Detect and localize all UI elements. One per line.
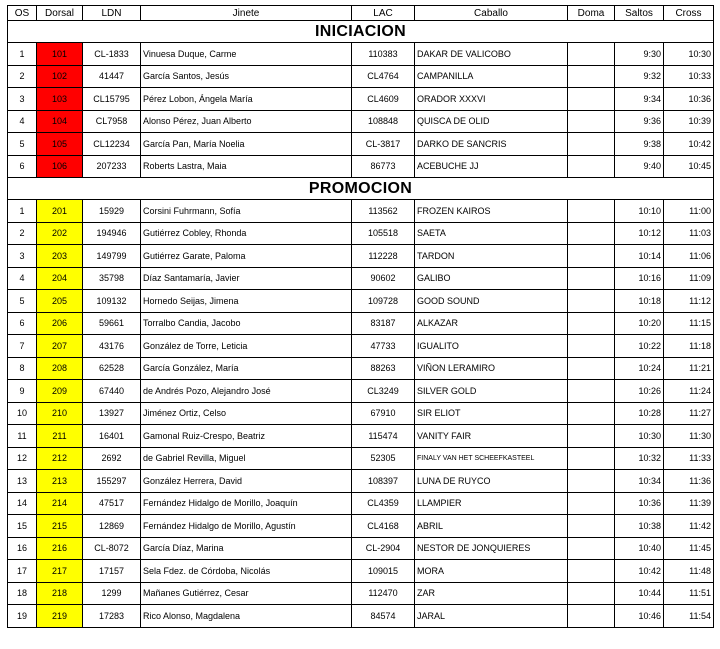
col-header-cross: Cross: [664, 6, 714, 21]
cell-lac: CL4609: [352, 88, 415, 111]
cell-dorsal: 204: [37, 267, 83, 290]
cell-os: 15: [8, 515, 37, 538]
cell-caballo: LUNA DE RUYCO: [415, 470, 568, 493]
cell-lac: 83187: [352, 312, 415, 335]
table-row: [8, 425, 714, 448]
cell-caballo: IGUALITO: [415, 335, 568, 358]
cell-cross: 11:36: [664, 470, 714, 493]
cell-os: 9: [8, 380, 37, 403]
section-title-row: [8, 178, 714, 200]
section-title: INICIACION: [8, 21, 714, 43]
col-header-lac: LAC: [352, 6, 415, 21]
cell-caballo: VIÑON LERAMIRO: [415, 357, 568, 380]
cell-cross: 11:00: [664, 200, 714, 223]
cell-jinete: Jiménez Ortiz, Celso: [141, 402, 352, 425]
cell-lac: 110383: [352, 43, 415, 66]
cell-caballo: DAKAR DE VALICOBO: [415, 43, 568, 66]
cell-dorsal: 202: [37, 222, 83, 245]
cell-lac: 67910: [352, 402, 415, 425]
cell-saltos: 9:34: [615, 88, 664, 111]
cell-lac: 86773: [352, 155, 415, 178]
cell-doma: [568, 447, 615, 470]
cell-dorsal: 213: [37, 470, 83, 493]
cell-os: 8: [8, 357, 37, 380]
cell-cross: 11:21: [664, 357, 714, 380]
cell-caballo: SILVER GOLD: [415, 380, 568, 403]
cell-cross: 10:39: [664, 110, 714, 133]
cell-saltos: 9:32: [615, 65, 664, 88]
cell-dorsal: 103: [37, 88, 83, 111]
cell-ldn: 2692: [83, 447, 141, 470]
table-row: [8, 515, 714, 538]
cell-os: 1: [8, 200, 37, 223]
cell-lac: 109728: [352, 290, 415, 313]
cell-lac: 90602: [352, 267, 415, 290]
cell-dorsal: 210: [37, 402, 83, 425]
cell-ldn: 149799: [83, 245, 141, 268]
cell-jinete: Fernández Hidalgo de Morillo, Joaquín: [141, 492, 352, 515]
cell-cross: 10:33: [664, 65, 714, 88]
cell-doma: [568, 582, 615, 605]
cell-jinete: González de Torre, Leticia: [141, 335, 352, 358]
cell-doma: [568, 357, 615, 380]
cell-cross: 11:06: [664, 245, 714, 268]
table-row: [8, 380, 714, 403]
cell-doma: [568, 222, 615, 245]
cell-dorsal: 207: [37, 335, 83, 358]
cell-saltos: 10:38: [615, 515, 664, 538]
cell-dorsal: 208: [37, 357, 83, 380]
cell-doma: [568, 515, 615, 538]
cell-os: 2: [8, 222, 37, 245]
cell-doma: [568, 537, 615, 560]
cell-ldn: CL-8072: [83, 537, 141, 560]
cell-doma: [568, 133, 615, 156]
section-title: PROMOCION: [8, 178, 714, 200]
cell-lac: 115474: [352, 425, 415, 448]
cell-cross: 11:33: [664, 447, 714, 470]
cell-caballo: JARAL: [415, 605, 568, 628]
table-row: [8, 447, 714, 470]
cell-lac: 52305: [352, 447, 415, 470]
cell-ldn: CL15795: [83, 88, 141, 111]
col-header-doma: Doma: [568, 6, 615, 21]
cell-cross: 10:36: [664, 88, 714, 111]
cell-os: 18: [8, 582, 37, 605]
cell-ldn: 41447: [83, 65, 141, 88]
cell-lac: CL4359: [352, 492, 415, 515]
table-row: [8, 582, 714, 605]
table-row: [8, 492, 714, 515]
cell-caballo: VANITY FAIR: [415, 425, 568, 448]
cell-caballo: ACEBUCHE JJ: [415, 155, 568, 178]
table-row: [8, 312, 714, 335]
cell-saltos: 9:38: [615, 133, 664, 156]
cell-saltos: 9:40: [615, 155, 664, 178]
cell-ldn: 43176: [83, 335, 141, 358]
cell-cross: 11:39: [664, 492, 714, 515]
cell-jinete: Gamonal Ruiz-Crespo, Beatriz: [141, 425, 352, 448]
table-row: [8, 402, 714, 425]
cell-saltos: 10:14: [615, 245, 664, 268]
cell-caballo: ALKAZAR: [415, 312, 568, 335]
col-header-jinete: Jinete: [141, 6, 352, 21]
cell-lac: 108397: [352, 470, 415, 493]
cell-ldn: 35798: [83, 267, 141, 290]
cell-jinete: Pérez Lobon, Ángela María: [141, 88, 352, 111]
cell-dorsal: 212: [37, 447, 83, 470]
cell-caballo: ZAR: [415, 582, 568, 605]
cell-saltos: 10:30: [615, 425, 664, 448]
cell-caballo: NESTOR DE JONQUIERES: [415, 537, 568, 560]
cell-ldn: CL-1833: [83, 43, 141, 66]
col-header-saltos: Saltos: [615, 6, 664, 21]
cell-ldn: 15929: [83, 200, 141, 223]
cell-saltos: 10:42: [615, 560, 664, 583]
cell-ldn: 12869: [83, 515, 141, 538]
cell-saltos: 10:28: [615, 402, 664, 425]
cell-os: 6: [8, 312, 37, 335]
table-row: [8, 133, 714, 156]
cell-ldn: 155297: [83, 470, 141, 493]
cell-lac: CL4168: [352, 515, 415, 538]
cell-jinete: Corsini Fuhrmann, Sofía: [141, 200, 352, 223]
table-row: [8, 290, 714, 313]
table-row: [8, 88, 714, 111]
cell-lac: CL4764: [352, 65, 415, 88]
cell-jinete: García Pan, María Noelia: [141, 133, 352, 156]
cell-doma: [568, 492, 615, 515]
cell-dorsal: 203: [37, 245, 83, 268]
table-row: [8, 155, 714, 178]
table-row: [8, 65, 714, 88]
cell-ldn: CL12234: [83, 133, 141, 156]
cell-ldn: 194946: [83, 222, 141, 245]
cell-os: 11: [8, 425, 37, 448]
cell-doma: [568, 335, 615, 358]
cell-doma: [568, 605, 615, 628]
cell-dorsal: 201: [37, 200, 83, 223]
cell-cross: 10:30: [664, 43, 714, 66]
cell-saltos: 10:32: [615, 447, 664, 470]
cell-dorsal: 215: [37, 515, 83, 538]
cell-cross: 11:48: [664, 560, 714, 583]
cell-jinete: Torralbo Candia, Jacobo: [141, 312, 352, 335]
cell-dorsal: 206: [37, 312, 83, 335]
cell-lac: 47733: [352, 335, 415, 358]
cell-saltos: 10:22: [615, 335, 664, 358]
cell-os: 5: [8, 290, 37, 313]
cell-lac: 108848: [352, 110, 415, 133]
table-row: [8, 43, 714, 66]
cell-cross: 10:42: [664, 133, 714, 156]
cell-doma: [568, 312, 615, 335]
cell-caballo: GOOD SOUND: [415, 290, 568, 313]
cell-lac: 112228: [352, 245, 415, 268]
cell-saltos: 10:12: [615, 222, 664, 245]
cell-ldn: 17157: [83, 560, 141, 583]
cell-os: 17: [8, 560, 37, 583]
cell-os: 6: [8, 155, 37, 178]
cell-cross: 11:03: [664, 222, 714, 245]
cell-saltos: 10:26: [615, 380, 664, 403]
cell-dorsal: 104: [37, 110, 83, 133]
cell-lac: CL3249: [352, 380, 415, 403]
section-title-row: [8, 21, 714, 43]
cell-dorsal: 218: [37, 582, 83, 605]
table-row: [8, 110, 714, 133]
cell-saltos: 10:18: [615, 290, 664, 313]
cell-caballo: SAETA: [415, 222, 568, 245]
cell-dorsal: 205: [37, 290, 83, 313]
cell-os: 3: [8, 245, 37, 268]
header-row: [8, 6, 714, 21]
cell-cross: 10:45: [664, 155, 714, 178]
cell-os: 12: [8, 447, 37, 470]
table-row: [8, 605, 714, 628]
cell-doma: [568, 560, 615, 583]
cell-dorsal: 101: [37, 43, 83, 66]
table-row: [8, 267, 714, 290]
cell-os: 2: [8, 65, 37, 88]
cell-cross: 11:12: [664, 290, 714, 313]
cell-doma: [568, 200, 615, 223]
table-row: [8, 470, 714, 493]
cell-dorsal: 216: [37, 537, 83, 560]
cell-os: 13: [8, 470, 37, 493]
cell-os: 19: [8, 605, 37, 628]
cell-doma: [568, 470, 615, 493]
cell-caballo: TARDON: [415, 245, 568, 268]
cell-dorsal: 102: [37, 65, 83, 88]
cell-caballo: DARKO DE SANCRIS: [415, 133, 568, 156]
col-header-ldn: LDN: [83, 6, 141, 21]
cell-lac: 84574: [352, 605, 415, 628]
cell-os: 16: [8, 537, 37, 560]
cell-ldn: 59661: [83, 312, 141, 335]
cell-os: 4: [8, 267, 37, 290]
cell-cross: 11:27: [664, 402, 714, 425]
cell-jinete: Vinuesa Duque, Carme: [141, 43, 352, 66]
cell-jinete: Hornedo Seijas, Jimena: [141, 290, 352, 313]
cell-dorsal: 219: [37, 605, 83, 628]
table-row: [8, 222, 714, 245]
cell-cross: 11:54: [664, 605, 714, 628]
cell-cross: 11:51: [664, 582, 714, 605]
cell-lac: 112470: [352, 582, 415, 605]
cell-ldn: 16401: [83, 425, 141, 448]
cell-lac: 113562: [352, 200, 415, 223]
cell-ldn: 1299: [83, 582, 141, 605]
cell-dorsal: 105: [37, 133, 83, 156]
cell-os: 4: [8, 110, 37, 133]
cell-lac: CL-3817: [352, 133, 415, 156]
cell-dorsal: 214: [37, 492, 83, 515]
cell-jinete: Díaz Santamaría, Javier: [141, 267, 352, 290]
cell-cross: 11:45: [664, 537, 714, 560]
start-list-table: [7, 5, 714, 628]
cell-jinete: Gutiérrez Cobley, Rhonda: [141, 222, 352, 245]
table-row: [8, 200, 714, 223]
cell-caballo: GALIBO: [415, 267, 568, 290]
col-header-dorsal: Dorsal: [37, 6, 83, 21]
cell-ldn: CL7958: [83, 110, 141, 133]
cell-saltos: 10:20: [615, 312, 664, 335]
cell-cross: 11:18: [664, 335, 714, 358]
cell-caballo: FINALY VAN HET SCHEEFKASTEEL: [415, 447, 568, 470]
cell-caballo: ORADOR XXXVI: [415, 88, 568, 111]
cell-caballo: FROZEN KAIROS: [415, 200, 568, 223]
cell-os: 7: [8, 335, 37, 358]
col-header-caballo: Caballo: [415, 6, 568, 21]
table-row: [8, 335, 714, 358]
cell-cross: 11:09: [664, 267, 714, 290]
cell-doma: [568, 245, 615, 268]
cell-ldn: 109132: [83, 290, 141, 313]
cell-dorsal: 217: [37, 560, 83, 583]
cell-jinete: Rico Alonso, Magdalena: [141, 605, 352, 628]
cell-lac: 105518: [352, 222, 415, 245]
cell-caballo: CAMPANILLA: [415, 65, 568, 88]
table-row: [8, 245, 714, 268]
cell-ldn: 47517: [83, 492, 141, 515]
cell-saltos: 9:30: [615, 43, 664, 66]
cell-saltos: 10:44: [615, 582, 664, 605]
cell-os: 10: [8, 402, 37, 425]
cell-os: 14: [8, 492, 37, 515]
cell-doma: [568, 155, 615, 178]
cell-cross: 11:30: [664, 425, 714, 448]
table-row: [8, 537, 714, 560]
cell-ldn: 67440: [83, 380, 141, 403]
cell-jinete: García Santos, Jesús: [141, 65, 352, 88]
cell-jinete: González Herrera, David: [141, 470, 352, 493]
cell-cross: 11:42: [664, 515, 714, 538]
cell-doma: [568, 425, 615, 448]
cell-lac: 88263: [352, 357, 415, 380]
cell-ldn: 207233: [83, 155, 141, 178]
table-row: [8, 357, 714, 380]
cell-caballo: MORA: [415, 560, 568, 583]
cell-dorsal: 106: [37, 155, 83, 178]
cell-saltos: 10:40: [615, 537, 664, 560]
cell-saltos: 10:34: [615, 470, 664, 493]
cell-doma: [568, 65, 615, 88]
cell-jinete: Alonso Pérez, Juan Alberto: [141, 110, 352, 133]
cell-os: 3: [8, 88, 37, 111]
cell-dorsal: 211: [37, 425, 83, 448]
cell-jinete: Roberts Lastra, Maia: [141, 155, 352, 178]
cell-lac: 109015: [352, 560, 415, 583]
cell-ldn: 17283: [83, 605, 141, 628]
cell-saltos: 10:24: [615, 357, 664, 380]
cell-saltos: 10:16: [615, 267, 664, 290]
cell-jinete: de Gabriel Revilla, Miguel: [141, 447, 352, 470]
cell-saltos: 9:36: [615, 110, 664, 133]
cell-ldn: 13927: [83, 402, 141, 425]
cell-jinete: Mañanes Gutiérrez, Cesar: [141, 582, 352, 605]
cell-caballo: QUISCA DE OLID: [415, 110, 568, 133]
cell-saltos: 10:10: [615, 200, 664, 223]
cell-doma: [568, 88, 615, 111]
cell-doma: [568, 267, 615, 290]
cell-ldn: 62528: [83, 357, 141, 380]
cell-os: 1: [8, 43, 37, 66]
cell-caballo: ABRIL: [415, 515, 568, 538]
cell-jinete: Fernández Hidalgo de Morillo, Agustín: [141, 515, 352, 538]
cell-jinete: García González, María: [141, 357, 352, 380]
cell-cross: 11:24: [664, 380, 714, 403]
cell-doma: [568, 380, 615, 403]
cell-saltos: 10:46: [615, 605, 664, 628]
cell-os: 5: [8, 133, 37, 156]
cell-doma: [568, 110, 615, 133]
cell-dorsal: 209: [37, 380, 83, 403]
cell-jinete: Gutiérrez Garate, Paloma: [141, 245, 352, 268]
cell-jinete: Sela Fdez. de Córdoba, Nicolás: [141, 560, 352, 583]
cell-lac: CL-2904: [352, 537, 415, 560]
cell-jinete: García Díaz, Marina: [141, 537, 352, 560]
table-row: [8, 560, 714, 583]
col-header-os: OS: [8, 6, 37, 21]
cell-doma: [568, 402, 615, 425]
cell-doma: [568, 290, 615, 313]
cell-jinete: de Andrés Pozo, Alejandro José: [141, 380, 352, 403]
cell-caballo: LLAMPIER: [415, 492, 568, 515]
cell-cross: 11:15: [664, 312, 714, 335]
cell-caballo: SIR ELIOT: [415, 402, 568, 425]
cell-doma: [568, 43, 615, 66]
cell-saltos: 10:36: [615, 492, 664, 515]
